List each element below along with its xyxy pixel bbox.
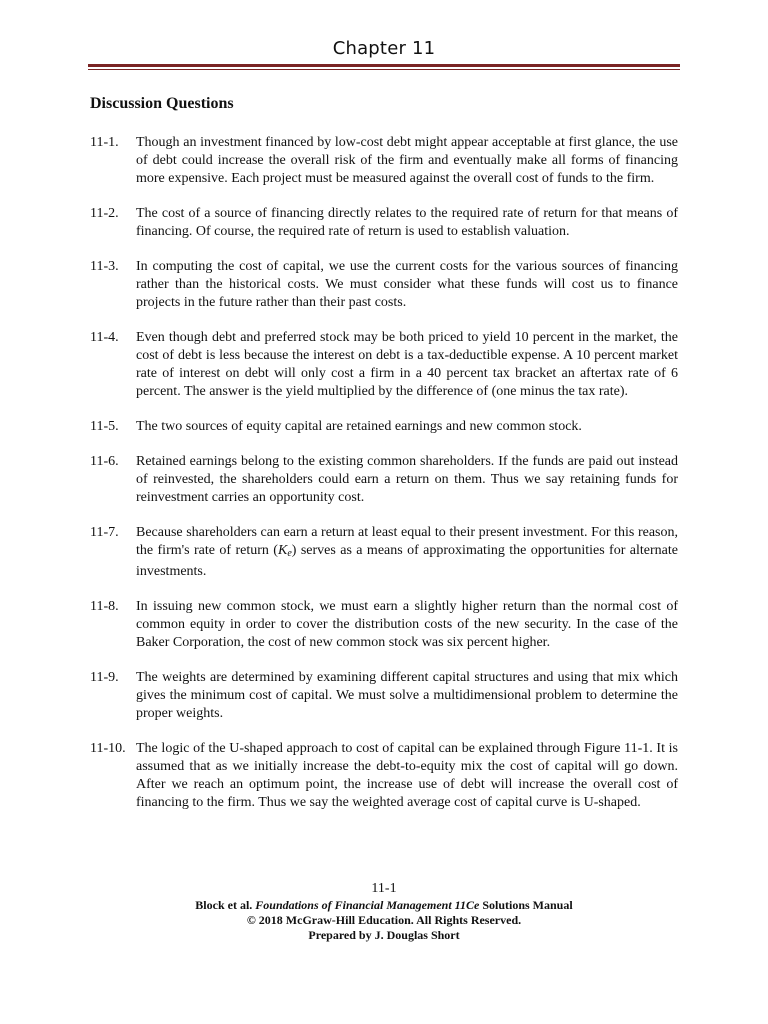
section-heading: Discussion Questions: [90, 95, 234, 112]
question-text: In issuing new common stock, we must earn a slightly higher return than the normal cost of common equity in order to cover the distribution costs of the new security. In the case of the Baker Corporation, the cost of new common stock was six percent higher.: [136, 599, 678, 650]
question-item: [90, 329, 678, 401]
cost-of-equity-subscript: e: [287, 548, 292, 559]
header-rule-thin: [88, 69, 680, 70]
question-item: [90, 740, 678, 812]
question-number: 11-3.: [90, 259, 119, 274]
question-item: [90, 258, 678, 312]
question-number: 11-7.: [90, 525, 119, 540]
question-number: 11-10.: [90, 741, 126, 756]
footer-copyright: © 2018 McGraw-Hill Education. All Rights Reserved.: [246, 913, 522, 927]
question-item: [90, 669, 678, 723]
chapter-title: Chapter 11: [332, 38, 436, 59]
question-text: Though an investment financed by low-cost debt might appear acceptable at first glance, the use of debt could increase the overall risk of the firm and eventually make all forms of financing more expensive. Each project must be measured against the overall cost of funds to the firm.: [136, 135, 678, 186]
question-item: [90, 418, 678, 436]
question-item: [90, 598, 678, 652]
question-text: The cost of a source of financing directly relates to the required rate of return for that means of financing. Of course, the required rate of return is used to establish valuation.: [136, 206, 678, 239]
question-item: [90, 453, 678, 507]
question-number: 11-2.: [90, 206, 119, 221]
question-text: Retained earnings belong to the existing common shareholders. If the funds are paid out instead of reinvested, the shareholders could earn a return on them. Thus we say retaining funds for reinvestment carries an opportunity cost.: [136, 454, 678, 505]
page-footer: [88, 880, 680, 943]
book-title: Foundations of Financial Management 11Ce: [255, 898, 480, 912]
question-number: 11-5.: [90, 419, 119, 434]
question-list: [90, 134, 678, 829]
question-number: 11-6.: [90, 454, 119, 469]
question-text-before: Because shareholders can earn a return at least equal to their present investment. For this reason, the firm's rate of return (: [136, 525, 678, 558]
question-text: Even though debt and preferred stock may be both priced to yield 10 percent in the market, the cost of debt is less because the interest on debt is a tax-deductible expense. A 10 percent market rate of interest on debt will only cost a firm in a 40 percent tax bracket an aftertax rate of 6 percent. The answer is the yield multiplied by the difference of (one minus the tax rate).: [136, 330, 678, 399]
question-number: 11-9.: [90, 670, 119, 685]
question-text: In computing the cost of capital, we use the current costs for the various sources of financing rather than the historical costs. We must consider what these funds will cost us to finance projects in the future rather than their past costs.: [136, 259, 678, 310]
question-text-after: ) serves as a means of approximating the opportunities for alternate investments.: [136, 543, 678, 579]
cost-of-equity-symbol: $K_e$: [277, 543, 292, 559]
question-item: [90, 524, 678, 581]
page-number: 11-1: [371, 881, 397, 896]
footer-author: Prepared by J. Douglas Short: [308, 928, 460, 942]
footer-citation: Block et al. Foundations of Financial Management 11Ce Solutions Manual: [195, 898, 573, 912]
question-text: The two sources of equity capital are retained earnings and new common stock.: [136, 419, 582, 434]
question-number: 11-1.: [90, 135, 119, 150]
question-number: 11-4.: [90, 330, 119, 345]
page-header: [88, 38, 680, 60]
question-text: The logic of the U-shaped approach to cost of capital can be explained through Figure 11-1. It is assumed that as we initially increase the debt-to-equity mix the cost of capital will go down. After we reach an optimum point, the increase use of debt will increase the overall cost of financing to the firm. Thus we say the weighted average cost of capital curve is U-shaped.: [136, 741, 678, 810]
question-number: 11-8.: [90, 599, 119, 614]
question-text: [136, 524, 678, 581]
question-text: The weights are determined by examining different capital structures and using that mix which gives the minimum cost of capital. We must solve a multidimensional problem to determine the proper weights.: [136, 670, 678, 721]
question-item: [90, 205, 678, 241]
question-item: [90, 134, 678, 188]
header-rule-thick: [88, 64, 680, 67]
